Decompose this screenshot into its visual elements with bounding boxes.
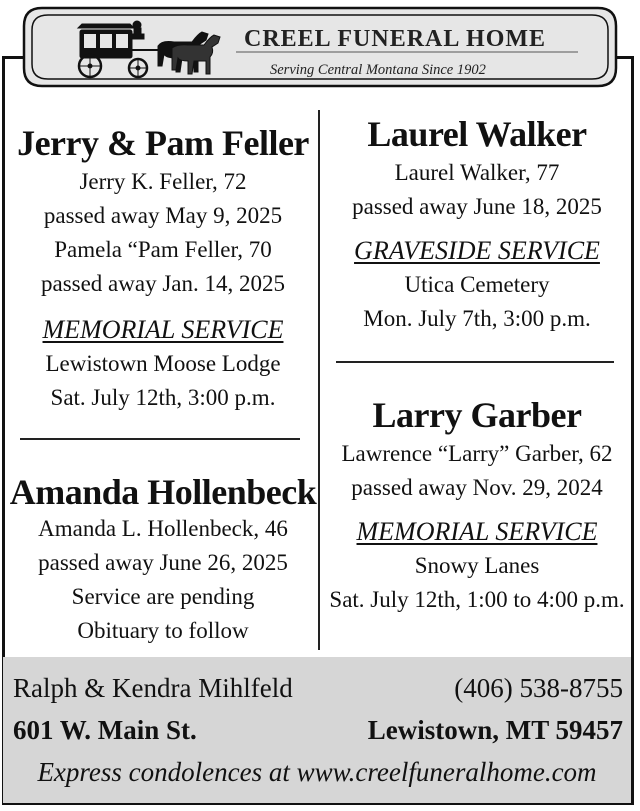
divider <box>336 361 614 363</box>
notice-line: Lawrence “Larry” Garber, 62 <box>341 441 613 466</box>
notice-line: passed away June 26, 2025 <box>38 550 288 575</box>
service-line: Sat. July 12th, 1:00 to 4:00 p.m. <box>329 587 625 612</box>
notice-line: Amanda L. Hollenbeck, 46 <box>38 516 288 541</box>
notice-heading: Larry Garber <box>372 395 582 435</box>
notice-line: passed away June 18, 2025 <box>352 194 602 219</box>
notice-line: Laurel Walker, 77 <box>394 160 560 185</box>
service-line: Snowy Lanes <box>414 553 540 578</box>
condolences-line: Express condolences at www.creelfuneralhome.com <box>37 757 597 787</box>
service-type: GRAVESIDE SERVICE <box>354 236 600 265</box>
service-type: MEMORIAL SERVICE <box>42 315 284 344</box>
notice-line: passed away Nov. 29, 2024 <box>351 475 603 500</box>
notice-heading: Jerry & Pam Feller <box>17 123 309 163</box>
contact-footer <box>3 657 631 803</box>
street-address: 601 W. Main St. <box>13 715 197 745</box>
header-banner <box>22 4 618 90</box>
notice-line: passed away May 9, 2025 <box>43 203 283 228</box>
notice-feller <box>6 123 320 415</box>
notice-hollenbeck <box>6 472 320 648</box>
tagline: Serving Central Montana Since 1902 <box>270 62 486 78</box>
service-line: Mon. July 7th, 3:00 p.m. <box>363 306 591 331</box>
divider <box>20 438 300 440</box>
phone-number: (406) 538-8755 <box>454 673 623 703</box>
notice-garber <box>318 395 636 617</box>
notice-walker <box>322 114 632 336</box>
notice-line: Obituary to follow <box>77 618 249 643</box>
notice-heading: Amanda Hollenbeck <box>9 472 317 512</box>
notice-line: Jerry K. Feller, 72 <box>79 169 247 194</box>
service-line: Utica Cemetery <box>404 272 550 297</box>
city-state-zip: Lewistown, MT 59457 <box>367 715 623 745</box>
notice-line: passed away Jan. 14, 2025 <box>40 271 285 296</box>
notice-line: Pamela “Pam Feller, 70 <box>54 237 272 262</box>
service-line: Sat. July 12th, 3:00 p.m. <box>50 385 276 410</box>
business-name: CREEL FUNERAL HOME <box>244 26 547 52</box>
notice-heading: Laurel Walker <box>367 114 587 154</box>
notice-line: Service are pending <box>71 584 255 609</box>
owners-name: Ralph & Kendra Mihlfeld <box>13 673 293 703</box>
service-type: MEMORIAL SERVICE <box>356 517 598 546</box>
service-line: Lewistown Moose Lodge <box>45 351 281 376</box>
